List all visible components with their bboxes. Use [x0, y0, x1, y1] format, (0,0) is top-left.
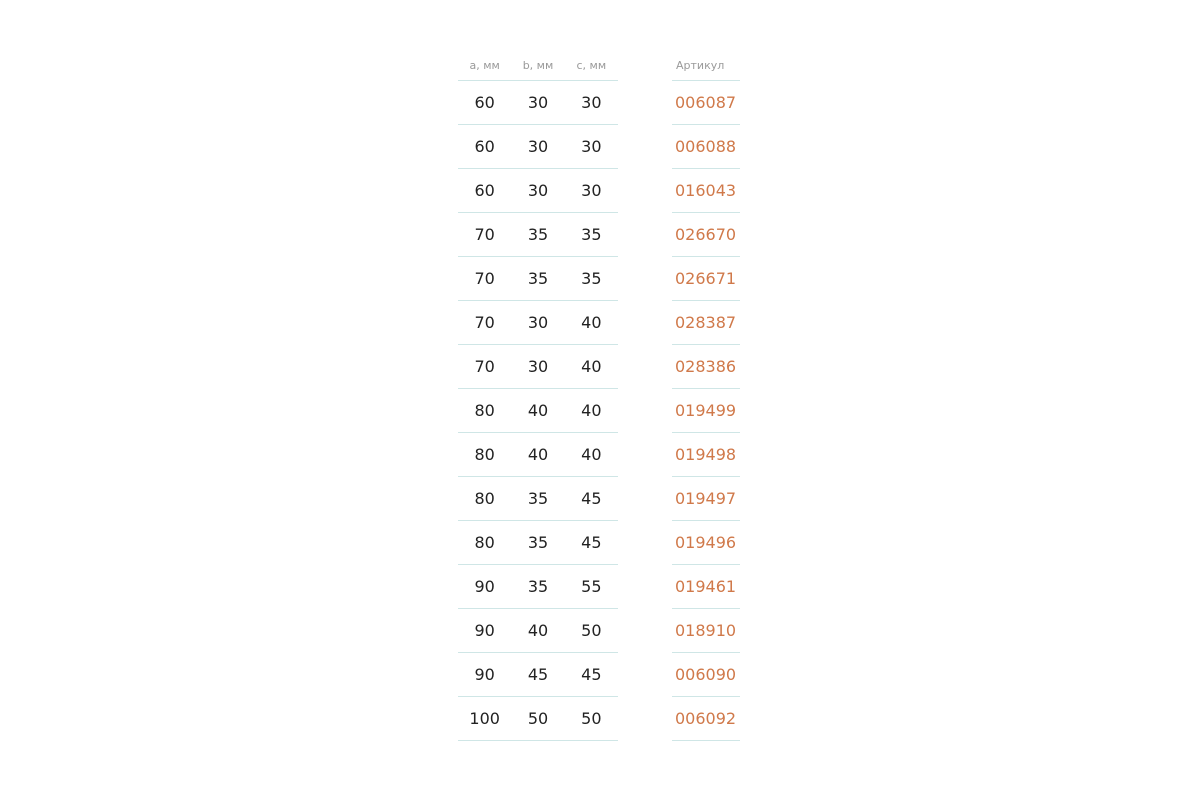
- dimension-b: 40: [527, 445, 549, 464]
- dimension-b: 45: [527, 665, 549, 684]
- dimension-b: 40: [527, 621, 549, 640]
- article-link[interactable]: 028386: [675, 357, 737, 376]
- dimension-c: 50: [581, 709, 602, 728]
- dimension-a: 60: [474, 181, 495, 200]
- article-row: [672, 697, 740, 741]
- dimension-c: 40: [581, 401, 602, 420]
- dimension-c: 50: [581, 621, 602, 640]
- article-table: [672, 50, 740, 741]
- article-row: [672, 389, 740, 433]
- article-row: [672, 565, 740, 609]
- dimension-b: 35: [527, 577, 549, 596]
- dimension-a: 90: [474, 665, 495, 684]
- article-link[interactable]: 019499: [675, 401, 737, 420]
- dimension-c: 55: [581, 577, 602, 596]
- article-row: [672, 521, 740, 565]
- article-link[interactable]: 019496: [675, 533, 737, 552]
- article-link[interactable]: 006087: [675, 93, 737, 112]
- article-link[interactable]: 028387: [675, 313, 737, 332]
- article-row: [672, 609, 740, 653]
- dimension-c: 40: [581, 357, 602, 376]
- article-row: [672, 301, 740, 345]
- article-row: [672, 433, 740, 477]
- article-link[interactable]: 006090: [675, 665, 737, 684]
- dimension-a: 80: [474, 445, 495, 464]
- dimension-b: 35: [527, 533, 549, 552]
- article-row: [672, 213, 740, 257]
- dimension-a: 70: [474, 313, 495, 332]
- dimension-b: 35: [527, 225, 549, 244]
- table-row: [458, 433, 618, 477]
- article-body: [672, 81, 740, 741]
- article-link[interactable]: 019497: [675, 489, 737, 508]
- dimensions-header-row: [458, 50, 618, 81]
- dimension-a: 70: [474, 225, 495, 244]
- article-link[interactable]: 006088: [675, 137, 737, 156]
- dimension-b: 50: [527, 709, 549, 728]
- dimensions-body: [458, 81, 618, 741]
- article-link[interactable]: 026671: [675, 269, 737, 288]
- dimension-c: 45: [581, 665, 602, 684]
- header-b: b, мм: [522, 58, 554, 72]
- article-row: [672, 653, 740, 697]
- table-row: [458, 169, 618, 213]
- dimension-c: 45: [581, 489, 602, 508]
- dimension-a: 80: [474, 533, 495, 552]
- table-row: [458, 345, 618, 389]
- dimension-b: 30: [527, 137, 549, 156]
- dimensions-table: [458, 50, 618, 741]
- dimension-c: 30: [581, 181, 602, 200]
- dimension-b: 35: [527, 269, 549, 288]
- dimension-a: 100: [469, 709, 500, 728]
- article-row: [672, 477, 740, 521]
- article-link[interactable]: 019498: [675, 445, 737, 464]
- dimension-c: 30: [581, 137, 602, 156]
- table-row: [458, 389, 618, 433]
- header-article: Артикул: [676, 58, 725, 72]
- article-link[interactable]: 016043: [675, 181, 737, 200]
- article-row: [672, 257, 740, 301]
- dimension-a: 90: [474, 621, 495, 640]
- dimension-a: 80: [474, 401, 495, 420]
- table-row: [458, 477, 618, 521]
- article-link[interactable]: 018910: [675, 621, 737, 640]
- dimension-a: 70: [474, 269, 495, 288]
- article-link[interactable]: 026670: [675, 225, 737, 244]
- dimension-a: 80: [474, 489, 495, 508]
- dimension-c: 40: [581, 313, 602, 332]
- dimension-c: 35: [581, 269, 602, 288]
- article-link[interactable]: 019461: [675, 577, 737, 596]
- dimension-a: 60: [474, 137, 495, 156]
- header-a: a, мм: [469, 58, 500, 72]
- article-link[interactable]: 006092: [675, 709, 737, 728]
- article-row: [672, 81, 740, 125]
- table-row: [458, 521, 618, 565]
- dimension-b: 40: [527, 401, 549, 420]
- table-row: [458, 653, 618, 697]
- table-row: [458, 257, 618, 301]
- table-row: [458, 213, 618, 257]
- dimension-b: 30: [527, 93, 549, 112]
- dimension-c: 30: [581, 93, 602, 112]
- article-row: [672, 345, 740, 389]
- header-c: c, мм: [576, 58, 607, 72]
- dimension-c: 40: [581, 445, 602, 464]
- table-row: [458, 301, 618, 345]
- dimension-c: 45: [581, 533, 602, 552]
- dimension-b: 35: [527, 489, 549, 508]
- table-row: [458, 125, 618, 169]
- article-row: [672, 169, 740, 213]
- dimension-b: 30: [527, 313, 549, 332]
- table-row: [458, 81, 618, 125]
- article-header-row: [672, 50, 740, 81]
- dimension-c: 35: [581, 225, 602, 244]
- table-row: [458, 697, 618, 741]
- dimension-a: 60: [474, 93, 495, 112]
- dimension-a: 70: [474, 357, 495, 376]
- table-row: [458, 609, 618, 653]
- dimension-b: 30: [527, 181, 549, 200]
- dimension-a: 90: [474, 577, 495, 596]
- dimension-b: 30: [527, 357, 549, 376]
- table-row: [458, 565, 618, 609]
- article-row: [672, 125, 740, 169]
